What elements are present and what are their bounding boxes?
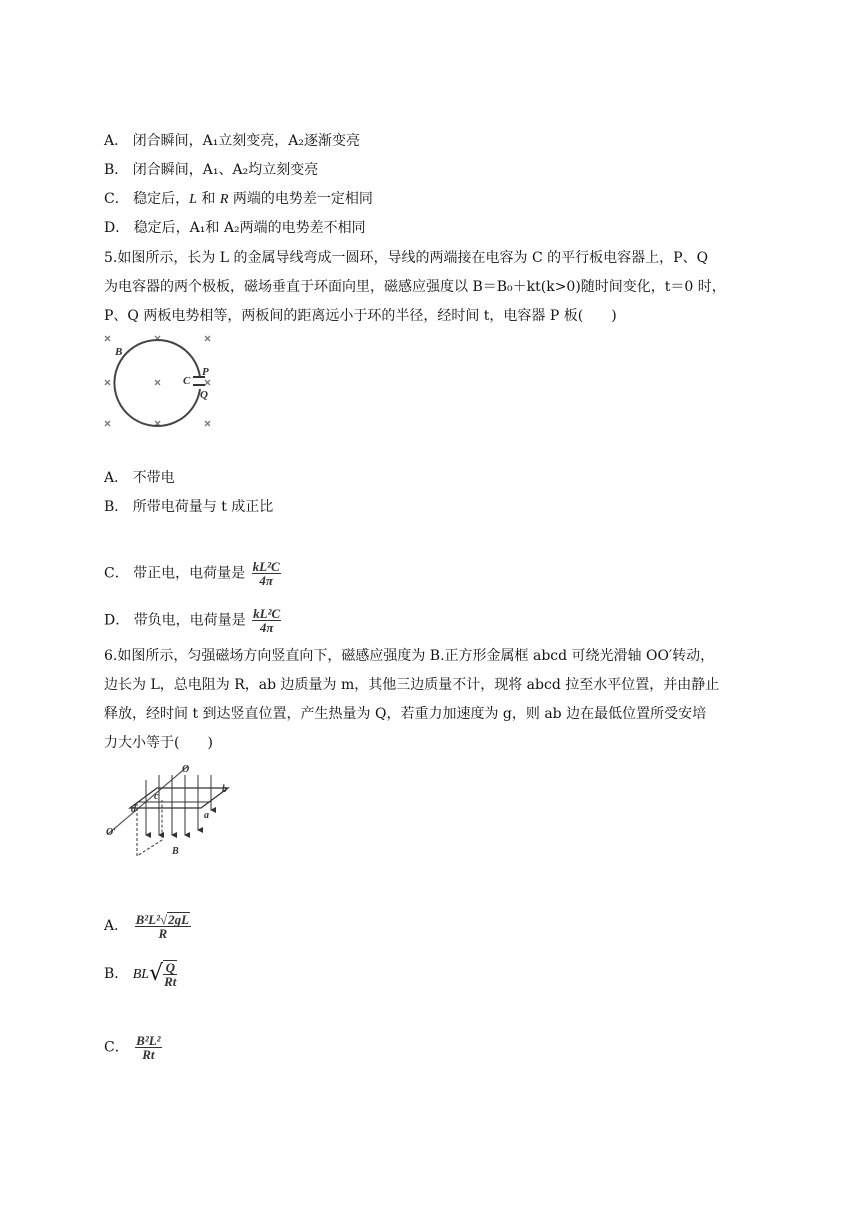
q6-stem-line-4: 力大小等于( ) — [104, 735, 213, 751]
option-label: B． — [104, 162, 129, 178]
label-d: d — [131, 804, 136, 815]
q6-square-frame-figure — [100, 760, 235, 865]
option-label: B． — [104, 499, 129, 515]
fraction-numerator: kL²C — [252, 559, 280, 574]
square-frame-horizontal — [130, 788, 228, 808]
var-L: L — [189, 192, 197, 207]
q6-option-b[interactable] — [104, 960, 177, 988]
label-c: C — [183, 375, 191, 387]
label-o: O — [182, 764, 190, 775]
q5-ring-capacitor-figure — [100, 333, 220, 433]
label-a: a — [204, 810, 209, 821]
q6-stem-line-1: 6.如图所示，匀强磁场方向竖直向下，磁感应强度为 B.正方形金属框 abcd 可绕光滑轴 OO′转动， — [104, 648, 715, 664]
fraction-q-rt — [163, 960, 177, 988]
sqrt-radicand: 2gL — [168, 912, 190, 927]
fraction-denominator: Rt — [142, 1047, 155, 1062]
option-label: C． — [104, 565, 129, 582]
option-text: 所带电荷量与 t 成正比 — [132, 499, 274, 515]
q4-option-b[interactable] — [104, 159, 318, 181]
option-text: 闭合瞬间，A₁、A₂均立刻变亮 — [132, 162, 319, 178]
option-label: D． — [104, 220, 130, 236]
field-arrows — [146, 775, 211, 835]
q5-stem-line-1: 5.如图所示，长为 L 的金属导线弯成一圆环，导线的两端接在电容为 C 的平行板电容器上，P、Q — [104, 250, 709, 266]
label-q: Q — [200, 389, 208, 401]
label-o-prime: O′ — [106, 827, 117, 838]
q6-stem-line-3: 释放，经时间 t 到达竖直位置，产生热量为 Q，若重力加速度为 g，则 ab 边在最低位置所受安培 — [104, 706, 707, 722]
option-text: 带正电，电荷量是 — [133, 565, 246, 582]
fraction-denominator: 4π — [259, 573, 273, 588]
label-b: b — [222, 784, 227, 795]
label-p: P — [202, 366, 209, 378]
q5-stem-line-3: P、Q 两板电势相等，两板间的距离远小于环的半径，经时间 t，电容器 P 板( ) — [104, 308, 617, 324]
axis-oo-prime — [108, 766, 188, 834]
option-label: A． — [104, 470, 129, 486]
expression-bl: BL — [132, 967, 150, 982]
q5-option-d[interactable] — [104, 607, 281, 634]
label-field-b: B — [172, 846, 179, 857]
q5-option-a[interactable] — [104, 467, 175, 489]
label-c: c — [154, 791, 159, 802]
fraction-denominator: Rt — [164, 974, 177, 989]
option-text: 带负电，电荷量是 — [133, 612, 246, 629]
sqrt-sign: √ — [149, 961, 164, 986]
fraction-denominator: R — [158, 926, 168, 941]
q5-option-c[interactable] — [104, 560, 281, 587]
fraction-charge — [252, 607, 281, 634]
q5-stem-line-2: 为电容器的两个极板，磁场垂直于环面向里，磁感应强度以 B＝B₀＋kt(k>0)随时间变化，t＝0 时， — [104, 279, 726, 295]
q4-option-a[interactable] — [104, 130, 360, 152]
option-text: 稳定后， — [133, 191, 190, 207]
option-text: 闭合瞬间，A₁立刻变亮，A₂逐渐变亮 — [132, 133, 361, 149]
option-label: A． — [104, 918, 129, 934]
var-R: R — [219, 192, 229, 207]
fraction-denominator: 4π — [259, 620, 274, 635]
option-text: 不带电 — [132, 470, 175, 486]
q4-option-c[interactable] — [104, 188, 373, 211]
option-label: C． — [104, 1039, 129, 1056]
q4-option-d[interactable] — [104, 217, 366, 239]
fraction-numerator: B²L² — [136, 1033, 161, 1048]
q6-option-a[interactable] — [104, 912, 191, 940]
fraction-force-a — [135, 912, 192, 940]
option-text: 稳定后，A₁和 A₂两端的电势差不相同 — [133, 220, 366, 236]
q6-stem-line-2: 边长为 L，总电阻为 R，ab 边质量为 m，其他三边质量不计，现将 abcd 拉至水平位置，并由静止 — [104, 677, 720, 693]
fraction-charge — [252, 560, 281, 587]
fraction-numerator: Q — [163, 961, 177, 975]
option-label: A． — [104, 133, 129, 149]
q5-option-b[interactable] — [104, 496, 273, 518]
fraction-numerator: kL²C — [253, 606, 281, 621]
option-text: 两端的电势差一定相同 — [228, 191, 373, 207]
fraction-force-c — [135, 1034, 161, 1061]
option-label: B． — [104, 966, 129, 982]
option-text: 和 — [196, 191, 220, 207]
option-label: D． — [104, 612, 130, 629]
label-b: B — [115, 346, 123, 358]
option-label: C． — [104, 191, 129, 207]
fraction-numerator: B²L²√2gL — [135, 912, 190, 927]
q6-option-c[interactable] — [104, 1034, 162, 1061]
